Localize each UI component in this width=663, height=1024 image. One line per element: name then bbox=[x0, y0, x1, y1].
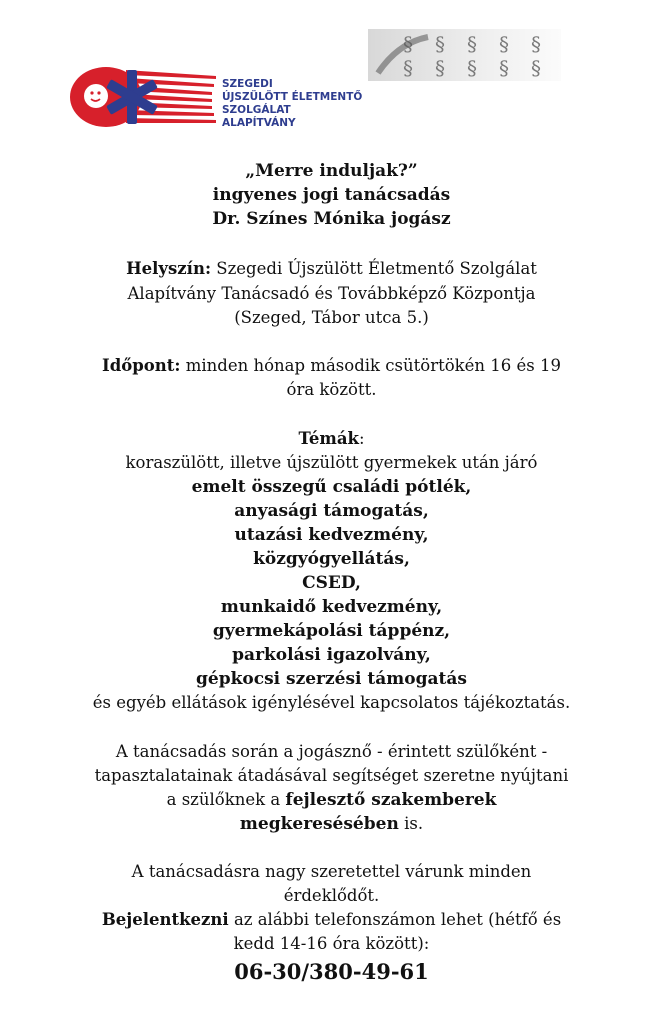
paragraph-icon: § bbox=[403, 32, 413, 56]
paragraph-icon: § bbox=[531, 32, 541, 56]
presenter-name: Dr. Színes Mónika jogász bbox=[212, 209, 451, 229]
topic-item: utazási kedvezmény, bbox=[234, 525, 429, 545]
event-title: „Merre induljak?” bbox=[245, 161, 418, 181]
logo-line: SZOLGÁLAT bbox=[222, 104, 291, 116]
topics-intro: koraszülött, illetve újszülött gyermekek után járó bbox=[125, 453, 538, 472]
topic-item: gyermekápolási táppénz, bbox=[212, 621, 451, 641]
topic-item: emelt összegű családi pótlék, bbox=[191, 477, 472, 497]
signup-text: az alábbi telefonszámon lehet (hétfő és bbox=[228, 910, 562, 929]
topic-item: anyasági támogatás, bbox=[234, 501, 429, 521]
time-line bbox=[0, 354, 663, 378]
topic-item: közgyógyellátás, bbox=[253, 549, 410, 569]
baby-face-icon bbox=[84, 84, 108, 108]
advice-line-3: a szülőknek a fejlesztő szakemberek bbox=[166, 790, 497, 810]
location-line bbox=[0, 257, 663, 281]
topics-label: Témák bbox=[298, 429, 359, 448]
paragraph-icon: § bbox=[531, 56, 541, 80]
time-label: Időpont: bbox=[101, 356, 181, 375]
advice-emphasis: megkeresésében bbox=[239, 814, 399, 834]
advice-line-4: megkeresésében is. bbox=[239, 814, 424, 834]
advice-line-1: A tanácsadás során a jogásznő - érintett szülőként - bbox=[115, 742, 548, 761]
location-label: Helyszín: bbox=[126, 259, 212, 278]
logo-line: ÚJSZÜLÖTT ÉLETMENTŐ bbox=[222, 91, 363, 103]
signup-line bbox=[0, 908, 663, 932]
paragraph-symbol-banner bbox=[368, 29, 561, 81]
topic-item: parkolási igazolvány, bbox=[232, 645, 431, 665]
closing-line-2: érdeklődőt. bbox=[283, 886, 380, 905]
paragraph-icon: § bbox=[403, 56, 413, 80]
closing-line-1: A tanácsadásra nagy szeretettel várunk minden bbox=[131, 862, 532, 881]
paragraph-icon: § bbox=[467, 56, 477, 80]
paragraph-icon: § bbox=[435, 56, 445, 80]
location-address: (Szeged, Tábor utca 5.) bbox=[234, 308, 429, 327]
logo-line: SZEGEDI bbox=[222, 78, 273, 90]
topics-outro: és egyéb ellátások igénylésével kapcsolatos tájékoztatás. bbox=[92, 693, 571, 712]
location-text: Szegedi Újszülött Életmentő Szolgálat bbox=[211, 259, 537, 278]
signup-hours: kedd 14-16 óra között): bbox=[233, 934, 430, 953]
logo-line: ALAPÍTVÁNY bbox=[222, 117, 296, 129]
topic-item: munkaidő kedvezmény, bbox=[220, 597, 443, 617]
event-subtitle: ingyenes jogi tanácsadás bbox=[212, 185, 451, 205]
paragraph-icon: § bbox=[435, 32, 445, 56]
topic-item: gépkocsi szerzési támogatás bbox=[196, 669, 467, 689]
paragraph-icon: § bbox=[467, 32, 477, 56]
paragraph-icon: § bbox=[499, 56, 509, 80]
time-line-2: óra között. bbox=[286, 380, 377, 399]
location-line-2: Alapítvány Tanácsadó és Továbbképző Központja bbox=[127, 284, 536, 303]
phone-number: 06-30/380-49-61 bbox=[234, 959, 429, 984]
advice-emphasis: fejlesztő szakemberek bbox=[285, 790, 497, 810]
signup-label: Bejelentkezni bbox=[101, 910, 229, 929]
topic-item: CSED, bbox=[302, 573, 361, 593]
time-text: minden hónap második csütörtökén 16 és 19 bbox=[180, 356, 561, 375]
logo-text bbox=[222, 78, 362, 130]
paragraph-icon: § bbox=[499, 32, 509, 56]
topics-heading: Témák: bbox=[298, 429, 365, 448]
advice-line-2: tapasztalatainak átadásával segítséget szeretne nyújtani bbox=[94, 766, 569, 785]
